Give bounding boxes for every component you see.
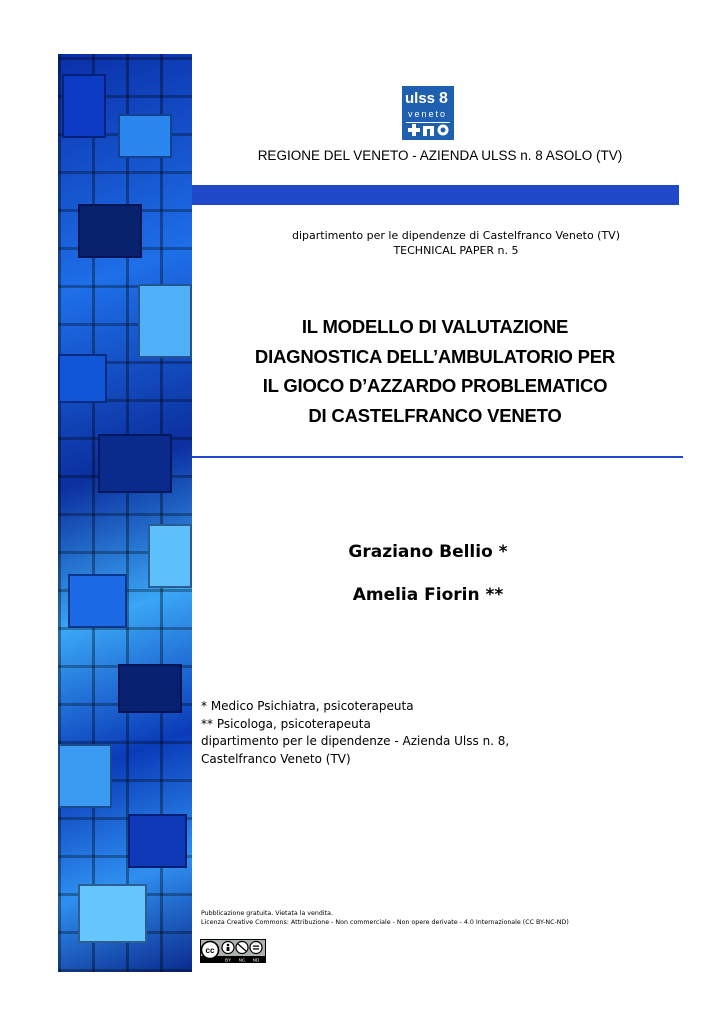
ulss-logo bbox=[402, 86, 454, 140]
nc-label: NC bbox=[238, 957, 246, 963]
title-line-4: DI CASTELFRANCO VENETO bbox=[308, 404, 562, 426]
department-block bbox=[200, 228, 712, 258]
note-line: dipartimento per le dipendenze - Azienda Ulss n. 8, bbox=[201, 734, 510, 748]
title-line-3: IL GIOCO D’AZZARDO PROBLEMATICO bbox=[262, 375, 608, 396]
note-line: ** Psicologa, psicoterapeuta bbox=[201, 716, 371, 731]
title-divider bbox=[192, 456, 683, 458]
technical-paper-number: TECHNICAL PAPER n. 5 bbox=[393, 244, 519, 257]
region-header: REGIONE DEL VENETO - AZIENDA ULSS n. 8 ASOLO (TV) bbox=[257, 148, 623, 163]
logo-number: 8 bbox=[439, 90, 448, 107]
house-icon bbox=[423, 126, 434, 136]
title-line-1: IL MODELLO DI VALUTAZIONE bbox=[301, 316, 569, 337]
by-label: BY bbox=[224, 957, 232, 963]
cover-side-artwork bbox=[58, 54, 192, 972]
license-line-2: Licenza Creative Commons: Attribuzione - Non commerciale - Non opere derivate - 4.0 Internazionale (CC BY-NC-ND) bbox=[201, 919, 569, 926]
title-line-2: DIAGNOSTICA DELL’AMBULATORIO PER bbox=[254, 345, 616, 367]
author-1: Graziano Bellio * bbox=[348, 542, 508, 562]
document-title bbox=[200, 312, 670, 430]
license-line-1: Pubblicazione gratuita. Vietata la vendita. bbox=[201, 910, 333, 917]
logo-subtext: veneto bbox=[408, 109, 448, 119]
cc-text: cc bbox=[205, 946, 215, 955]
cc-by-nc-nd-badge bbox=[200, 939, 266, 963]
author-notes bbox=[201, 698, 509, 768]
blue-header-bar bbox=[192, 185, 679, 205]
noderivatives-icon bbox=[250, 942, 262, 954]
logo-text: ulss bbox=[405, 90, 436, 107]
note-line: * Medico Psichiatra, psicoterapeuta bbox=[201, 699, 414, 713]
note-line: Castelfranco Veneto (TV) bbox=[201, 751, 351, 766]
department-name: dipartimento per le dipendenze di Castelfranco Veneto (TV) bbox=[291, 229, 620, 242]
author-2: Amelia Fiorin ** bbox=[352, 585, 504, 605]
license-text bbox=[201, 909, 569, 927]
nd-label: ND bbox=[252, 957, 260, 963]
